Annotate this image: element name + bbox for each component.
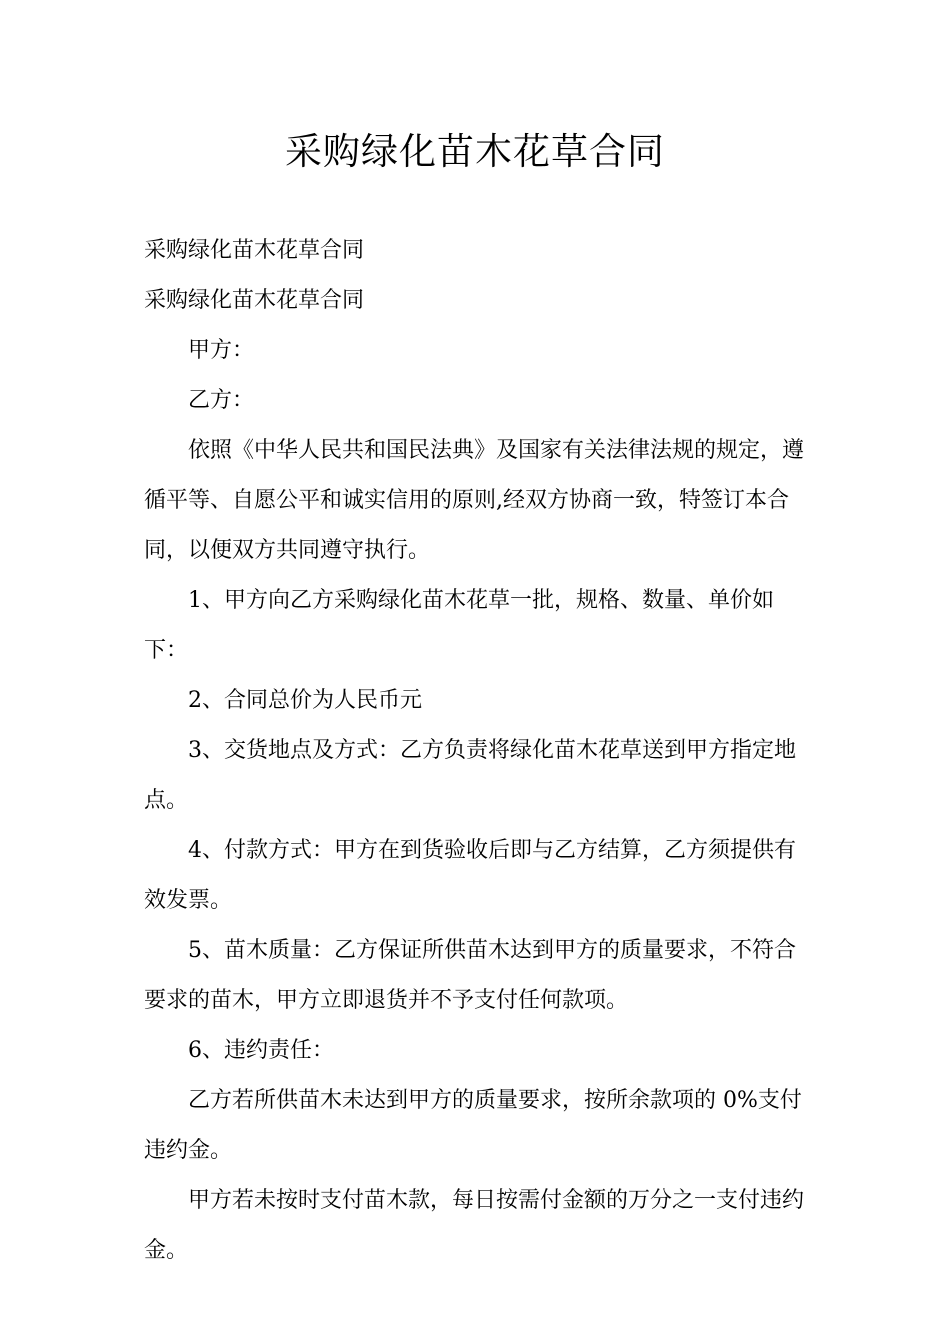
party-b-line: 乙方：	[188, 388, 255, 413]
clause-3: 3、交货地点及方式：乙方负责将绿化苗木花草送到甲方指定地点。	[144, 738, 796, 813]
party-a-line: 甲方：	[188, 338, 255, 363]
document-title: 采购绿化苗木花草合同	[285, 130, 665, 173]
clause-6-party-b: 乙方若所供苗木未达到甲方的质量要求，按所余款项的 0%支付违约金。	[144, 1088, 802, 1163]
clause-6: 6、违约责任：	[188, 1038, 334, 1063]
preamble-paragraph: 依照《中华人民共和国民法典》及国家有关法律法规的规定，遵循平等、自愿公平和诚实信用的原则,经双方协商一致，特签订本合同，以便双方共同遵守执行。	[144, 438, 805, 563]
subtitle-line-2: 采购绿化苗木花草合同	[144, 288, 365, 313]
subtitle-line-1: 采购绿化苗木花草合同	[144, 238, 365, 263]
clause-1: 1、甲方向乙方采购绿化苗木花草一批，规格、数量、单价如下：	[144, 588, 774, 663]
document-body	[144, 226, 812, 1276]
clause-2: 2、合同总价为人民币元	[188, 688, 422, 713]
clause-6-party-a: 甲方若未按时支付苗木款，每日按需付金额的万分之一支付违约金。	[144, 1188, 805, 1263]
clause-4: 4、付款方式：甲方在到货验收后即与乙方结算，乙方须提供有效发票。	[144, 838, 796, 913]
clause-5: 5、苗木质量：乙方保证所供苗木达到甲方的质量要求，不符合要求的苗木，甲方立即退货并不予支付任何款项。	[144, 938, 796, 1013]
